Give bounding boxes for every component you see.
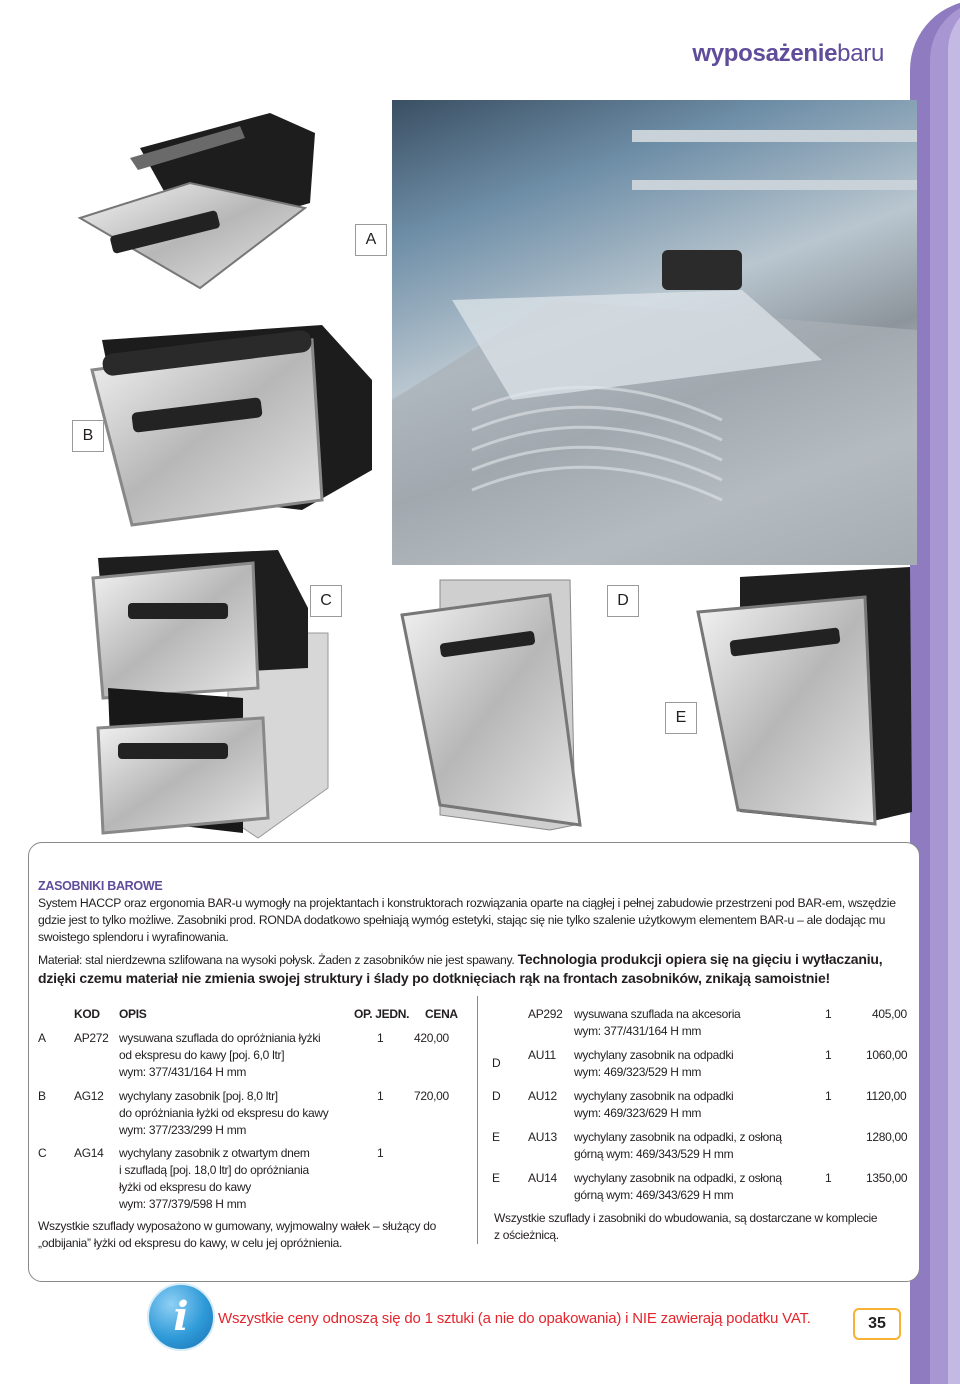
intro-text bbox=[38, 878, 898, 988]
vat-note: Wszystkie ceny odnoszą się do 1 sztuki (a nie do opakowania) i NIE zawierają podatku VAT. bbox=[218, 1310, 811, 1327]
left-note: Wszystkie szuflady wyposażono w gumowany, wyjmowalny wałek – służący do „odbijania” łyżki od ekspresu do kawy, w celu jej opróżnienia. bbox=[38, 1219, 436, 1250]
product-image-a bbox=[70, 108, 320, 293]
material-paragraph: Materiał: stal nierdzewna szlifowana na wysoki połysk. Żaden z zasobników nie jest spawany. Technologia produkcji opiera się na gięciu i wytłaczaniu, dzięki czemu materiał nie zmienia swojej struktury i ślady po dotknięciach rąk na frontach zasobników, znikają samoistnie! bbox=[38, 951, 883, 986]
product-image-c bbox=[78, 548, 330, 840]
product-image-e bbox=[690, 562, 918, 830]
label-b: B bbox=[72, 420, 104, 452]
section-title: ZASOBNIKI BAROWE bbox=[38, 879, 163, 893]
page-header: wyposażeniebaru bbox=[692, 40, 884, 67]
intro-paragraph: System HACCP oraz ergonomia BAR-u wymogły na projektantach i konstruktorach rozwiązania oparte na ciągłej i pełnej zabudowie przestrzeni pod BAR-em, wszędzie gdzie jest to tylko możliwe. Zasobniki prod. RONDA dodatkowo spełniają wymóg estetyki, stając się nie tylko szalenie użytkowym elementem BAR-u – ale dodając mu swoistego splendoru i wyrafinowania. bbox=[38, 896, 896, 944]
bar-interior-photo bbox=[392, 100, 917, 565]
label-a: A bbox=[355, 224, 387, 256]
table-divider bbox=[477, 996, 478, 1244]
page-number: 35 bbox=[853, 1308, 901, 1340]
right-note: Wszystkie szuflady i zasobniki do wbudowania, są dostarczane w komplecie z ościeżnicą. bbox=[494, 1211, 878, 1242]
product-image-d bbox=[400, 575, 585, 833]
label-d: D bbox=[607, 585, 639, 617]
product-image-b bbox=[72, 320, 392, 530]
label-c: C bbox=[310, 585, 342, 617]
label-e: E bbox=[665, 702, 697, 734]
info-icon: i bbox=[147, 1283, 215, 1351]
